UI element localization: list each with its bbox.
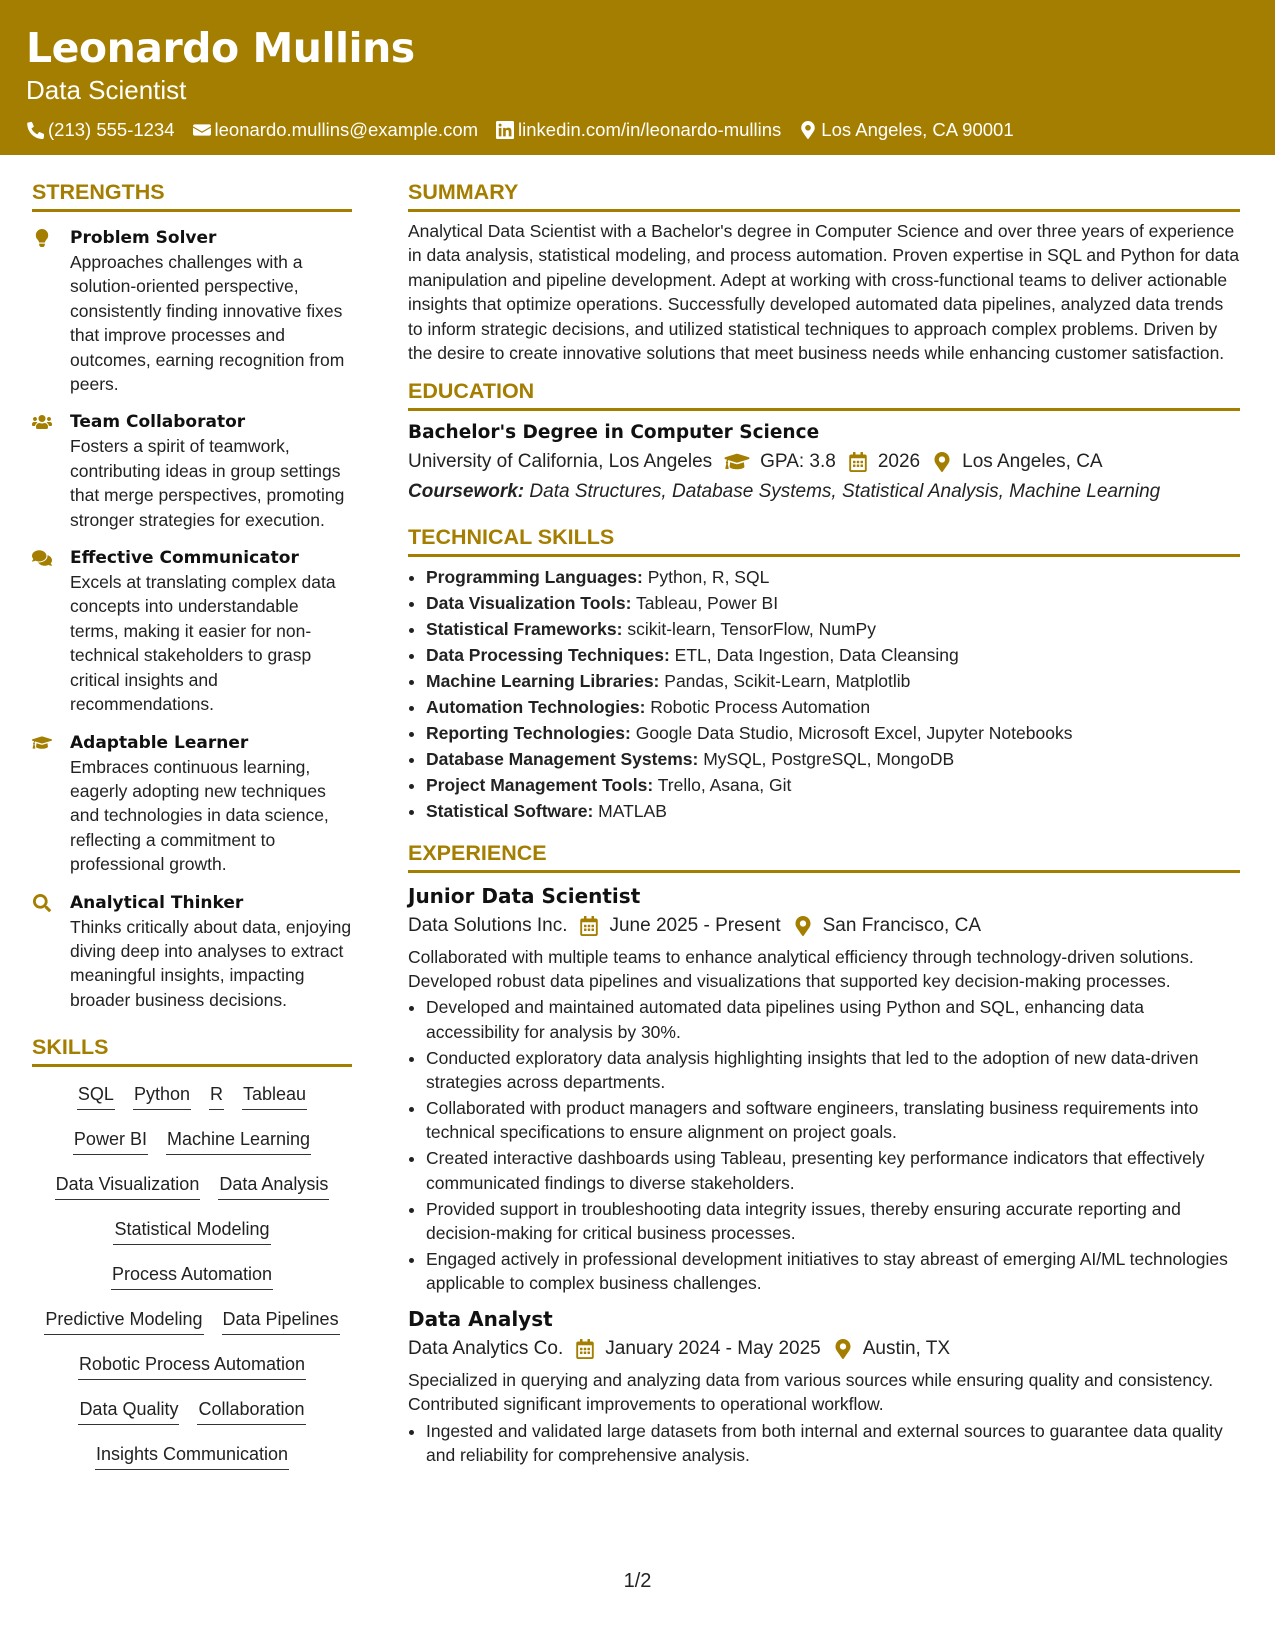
technical-skill-value: Python, R, SQL <box>647 567 770 588</box>
strength-desc: Approaches challenges with a solution-oriented perspective, consistently finding innovative fixes that improve processes and outcomes, earning recognition from peers. <box>70 252 345 395</box>
education-meta <box>408 447 1240 477</box>
technical-skills-heading: TECHNICAL SKILLS <box>408 523 1240 557</box>
technical-skill-item <box>426 565 1240 591</box>
strength-title: Effective Communicator <box>70 548 299 569</box>
job-entry <box>408 881 1240 1296</box>
search-icon <box>32 894 52 912</box>
experience-heading: EXPERIENCE <box>408 839 1240 873</box>
envelope-icon <box>193 121 211 139</box>
map-pin-icon <box>799 121 817 139</box>
technical-skill-item <box>426 591 1240 617</box>
job-bullet: • Provided support in troubleshooting data integrity issues, thereby ensuring accurate reporting and decision-making for critical business processes. <box>426 1197 1240 1246</box>
job-description: Collaborated with multiple teams to enhance analytical efficiency through technology-driven solutions. Developed robust data pipelines and visualizations that supported key decision-making processes. <box>408 946 1194 991</box>
technical-skills-list <box>408 565 1240 824</box>
skills-row <box>86 1441 298 1486</box>
skills-cloud <box>32 1081 352 1486</box>
job-dates-text: January 2024 - May 2025 <box>605 1337 821 1359</box>
strengths-heading: STRENGTHS <box>32 178 352 212</box>
candidate-name: Leonardo Mullins <box>26 24 415 72</box>
graduation-year <box>848 447 920 477</box>
job-location <box>833 1334 950 1364</box>
linkedin-text: linkedin.com/in/leonardo-mullins <box>518 119 782 140</box>
candidate-title: Data Scientist <box>26 75 187 105</box>
job-bullet: • Ingested and validated large datasets from both internal and external sources to guarantee data quality and reliability for comprehensive analysis. <box>426 1419 1240 1468</box>
contact-linkedin[interactable] <box>496 119 781 141</box>
summary-heading: SUMMARY <box>408 178 1240 212</box>
year-text: 2026 <box>877 451 921 473</box>
phone-text: (213) 555-1234 <box>48 119 175 140</box>
technical-skill-label: Statistical Software: <box>426 800 594 821</box>
skill-tag: Insights Communication <box>95 1441 289 1470</box>
strength-title: Adaptable Learner <box>70 732 249 753</box>
school-name-text: University of California, Los Angeles <box>408 451 713 473</box>
skills-row <box>46 1171 339 1216</box>
technical-skill-label: Data Processing Techniques: <box>426 645 670 666</box>
skill-tag: Data Pipelines <box>222 1306 340 1335</box>
job-bullet: • Collaborated with product managers and software engineers, translating business requirements into technical specifications to ensure alignment on project goals. <box>426 1096 1240 1145</box>
job-location-text: Austin, TX <box>862 1337 951 1359</box>
skill-tag: Machine Learning <box>166 1126 311 1155</box>
job-dates-text: June 2025 - Present <box>609 914 781 936</box>
skills-row <box>102 1261 282 1306</box>
strength-desc: Fosters a spirit of teamwork, contributing ideas in group settings that merge perspectives, promoting stronger strategies for execution. <box>70 436 345 530</box>
skill-tag: Data Visualization <box>55 1171 201 1200</box>
strength-desc: Excels at translating complex data concepts into understandable terms, making it easier for non-technical stakeholders to grasp critical insights and recommendations. <box>70 572 336 715</box>
technical-skill-item <box>426 721 1240 747</box>
technical-skill-label: Data Visualization Tools: <box>426 593 632 614</box>
job-bullets <box>408 995 1240 1295</box>
strength-title: Team Collaborator <box>70 412 246 433</box>
technical-skill-item <box>426 773 1240 799</box>
job-bullet: • Conducted exploratory data analysis highlighting insights that led to the adoption of new data-driven strategies across departments. <box>426 1046 1240 1095</box>
experience-list <box>408 881 1240 1468</box>
coursework <box>408 477 1240 507</box>
linkedin-icon <box>496 121 514 139</box>
strength-desc: Thinks critically about data, enjoying diving deep into analyses to extract meaningful insights, impacting broader business decisions. <box>70 916 352 1010</box>
skill-tag: R <box>209 1081 224 1110</box>
skill-tag: Robotic Process Automation <box>78 1351 306 1380</box>
skill-tag: Python <box>133 1081 191 1110</box>
contact-location <box>799 119 1013 141</box>
graduation-cap-icon <box>32 734 52 752</box>
skills-row <box>69 1396 314 1441</box>
technical-skill-item <box>426 747 1240 773</box>
skill-tag: Data Quality <box>78 1396 179 1425</box>
map-pin-icon <box>932 452 952 472</box>
contact-phone <box>26 119 175 141</box>
job-bullet: • Engaged actively in professional development initiatives to stay abreast of emerging AI/ML technologies applicable to complex business challenges. <box>426 1247 1240 1296</box>
job-description: Specialized in querying and analyzing data from various sources while ensuring quality and consistency. Contributed significant improvements to operational workflow. <box>408 1369 1214 1415</box>
map-pin-icon <box>793 916 813 936</box>
calendar-icon <box>575 1339 595 1359</box>
contact-bar <box>26 117 1249 143</box>
technical-skill-item <box>426 617 1240 643</box>
calendar-icon <box>579 916 599 936</box>
calendar-icon <box>848 452 868 472</box>
skill-tag: Predictive Modeling <box>44 1306 203 1335</box>
skill-tag: Tableau <box>242 1081 307 1110</box>
map-pin-icon <box>833 1339 853 1359</box>
company <box>408 911 567 941</box>
coursework-list: Data Structures, Database Systems, Statistical Analysis, Machine Learning <box>529 481 1161 503</box>
right-column <box>408 178 1240 1469</box>
technical-skill-item <box>426 669 1240 695</box>
contact-email[interactable] <box>193 119 479 141</box>
strength-title: Problem Solver <box>70 228 217 248</box>
graduation-cap-icon <box>724 452 750 472</box>
technical-skill-label: Statistical Frameworks: <box>426 619 623 640</box>
strength-item <box>32 546 352 716</box>
job-bullet: • Created interactive dashboards using Tableau, presenting key performance indicators that effectively communicated findings to diverse stakeholders. <box>426 1146 1240 1195</box>
technical-skill-label: Automation Technologies: <box>426 696 646 717</box>
strength-title: Analytical Thinker <box>70 892 244 913</box>
left-column <box>32 178 352 1486</box>
strength-item <box>32 731 352 877</box>
skills-row <box>35 1306 348 1351</box>
skill-tag: SQL <box>77 1081 115 1110</box>
technical-skill-value: scikit-learn, TensorFlow, NumPy <box>627 619 876 640</box>
technical-skill-label: Reporting Technologies: <box>426 722 631 743</box>
education-location <box>932 447 1102 477</box>
company <box>408 1334 563 1364</box>
users-icon <box>32 413 52 431</box>
skill-tag: Statistical Modeling <box>113 1216 270 1245</box>
technical-skill-value: Tableau, Power BI <box>636 593 779 614</box>
lightbulb-icon <box>32 229 52 247</box>
technical-skill-value: Google Data Studio, Microsoft Excel, Jupyter Notebooks <box>635 722 1073 743</box>
strength-item <box>32 410 352 532</box>
job-location <box>793 911 981 941</box>
technical-skill-value: Trello, Asana, Git <box>657 774 792 795</box>
summary-text: Analytical Data Scientist with a Bachelor's degree in Computer Science and over three years of experience in data analysis, statistical modeling, and process automation. Proven expertise in SQL and Python for data manipulation and pipeline development. Adept at working with cross-functional teams to deliver actionable insights that optimize operations. Successfully developed automated data pipelines, analyzed data trends to inform strategic decisions, and utilized statistical techniques to approach complex problems. Driven by the desire to create innovative solutions that meet business needs while enhancing customer satisfaction. <box>408 221 1240 364</box>
job-bullets <box>408 1419 1240 1468</box>
skill-tag: Data Analysis <box>218 1171 329 1200</box>
job-title: Data Analyst <box>408 1306 553 1331</box>
skills-row <box>64 1126 320 1171</box>
resume-header <box>0 0 1275 155</box>
gpa <box>724 447 836 477</box>
technical-skill-label: Project Management Tools: <box>426 774 654 795</box>
strength-item <box>32 891 352 1013</box>
technical-skill-value: MATLAB <box>598 800 667 821</box>
skill-tag: Process Automation <box>111 1261 273 1290</box>
job-dates <box>575 1334 820 1364</box>
technical-skill-label: Programming Languages: <box>426 567 643 588</box>
phone-icon <box>26 121 44 139</box>
strength-desc: Embraces continuous learning, eagerly adopting new techniques and technologies in data science, reflecting a commitment to professional growth. <box>70 756 329 875</box>
technical-skill-item <box>426 799 1240 825</box>
technical-skill-value: ETL, Data Ingestion, Data Cleansing <box>674 645 959 666</box>
gpa-text: GPA: 3.8 <box>760 451 836 473</box>
skill-tag: Power BI <box>73 1126 148 1155</box>
technical-skill-value: Robotic Process Automation <box>650 696 871 717</box>
email-text: leonardo.mullins@example.com <box>214 119 479 140</box>
company-text: Data Solutions Inc. <box>408 914 568 936</box>
company-text: Data Analytics Co. <box>408 1337 564 1359</box>
degree-title: Bachelor's Degree in Computer Science <box>408 422 820 444</box>
comments-icon <box>32 549 52 567</box>
coursework-label: Coursework: <box>408 481 525 503</box>
page-number: 1/2 <box>623 1570 652 1592</box>
skills-heading: SKILLS <box>32 1033 352 1067</box>
strength-item <box>32 226 352 396</box>
job-entry <box>408 1304 1240 1468</box>
skills-row <box>68 1081 316 1126</box>
job-bullet: • Developed and maintained automated data pipelines using Python and SQL, enhancing data accessibility for analysis by 30%. <box>426 995 1240 1044</box>
job-dates <box>579 911 780 941</box>
technical-skill-item <box>426 695 1240 721</box>
skill-tag: Collaboration <box>197 1396 305 1425</box>
school-name <box>408 447 712 477</box>
job-meta <box>408 1334 1240 1364</box>
education-heading: EDUCATION <box>408 377 1240 411</box>
job-title: Junior Data Scientist <box>408 883 641 908</box>
technical-skill-label: Machine Learning Libraries: <box>426 671 660 692</box>
location-text: Los Angeles, CA 90001 <box>821 119 1014 140</box>
technical-skill-value: Pandas, Scikit-Learn, Matplotlib <box>664 671 911 692</box>
technical-skill-item <box>426 643 1240 669</box>
job-location-text: San Francisco, CA <box>822 914 982 936</box>
skills-row <box>69 1351 315 1396</box>
technical-skill-label: Database Management Systems: <box>426 748 699 769</box>
education-location-text: Los Angeles, CA <box>962 451 1103 473</box>
skills-row <box>104 1216 279 1261</box>
technical-skill-value: MySQL, PostgreSQL, MongoDB <box>703 748 955 769</box>
job-meta <box>408 911 1240 941</box>
